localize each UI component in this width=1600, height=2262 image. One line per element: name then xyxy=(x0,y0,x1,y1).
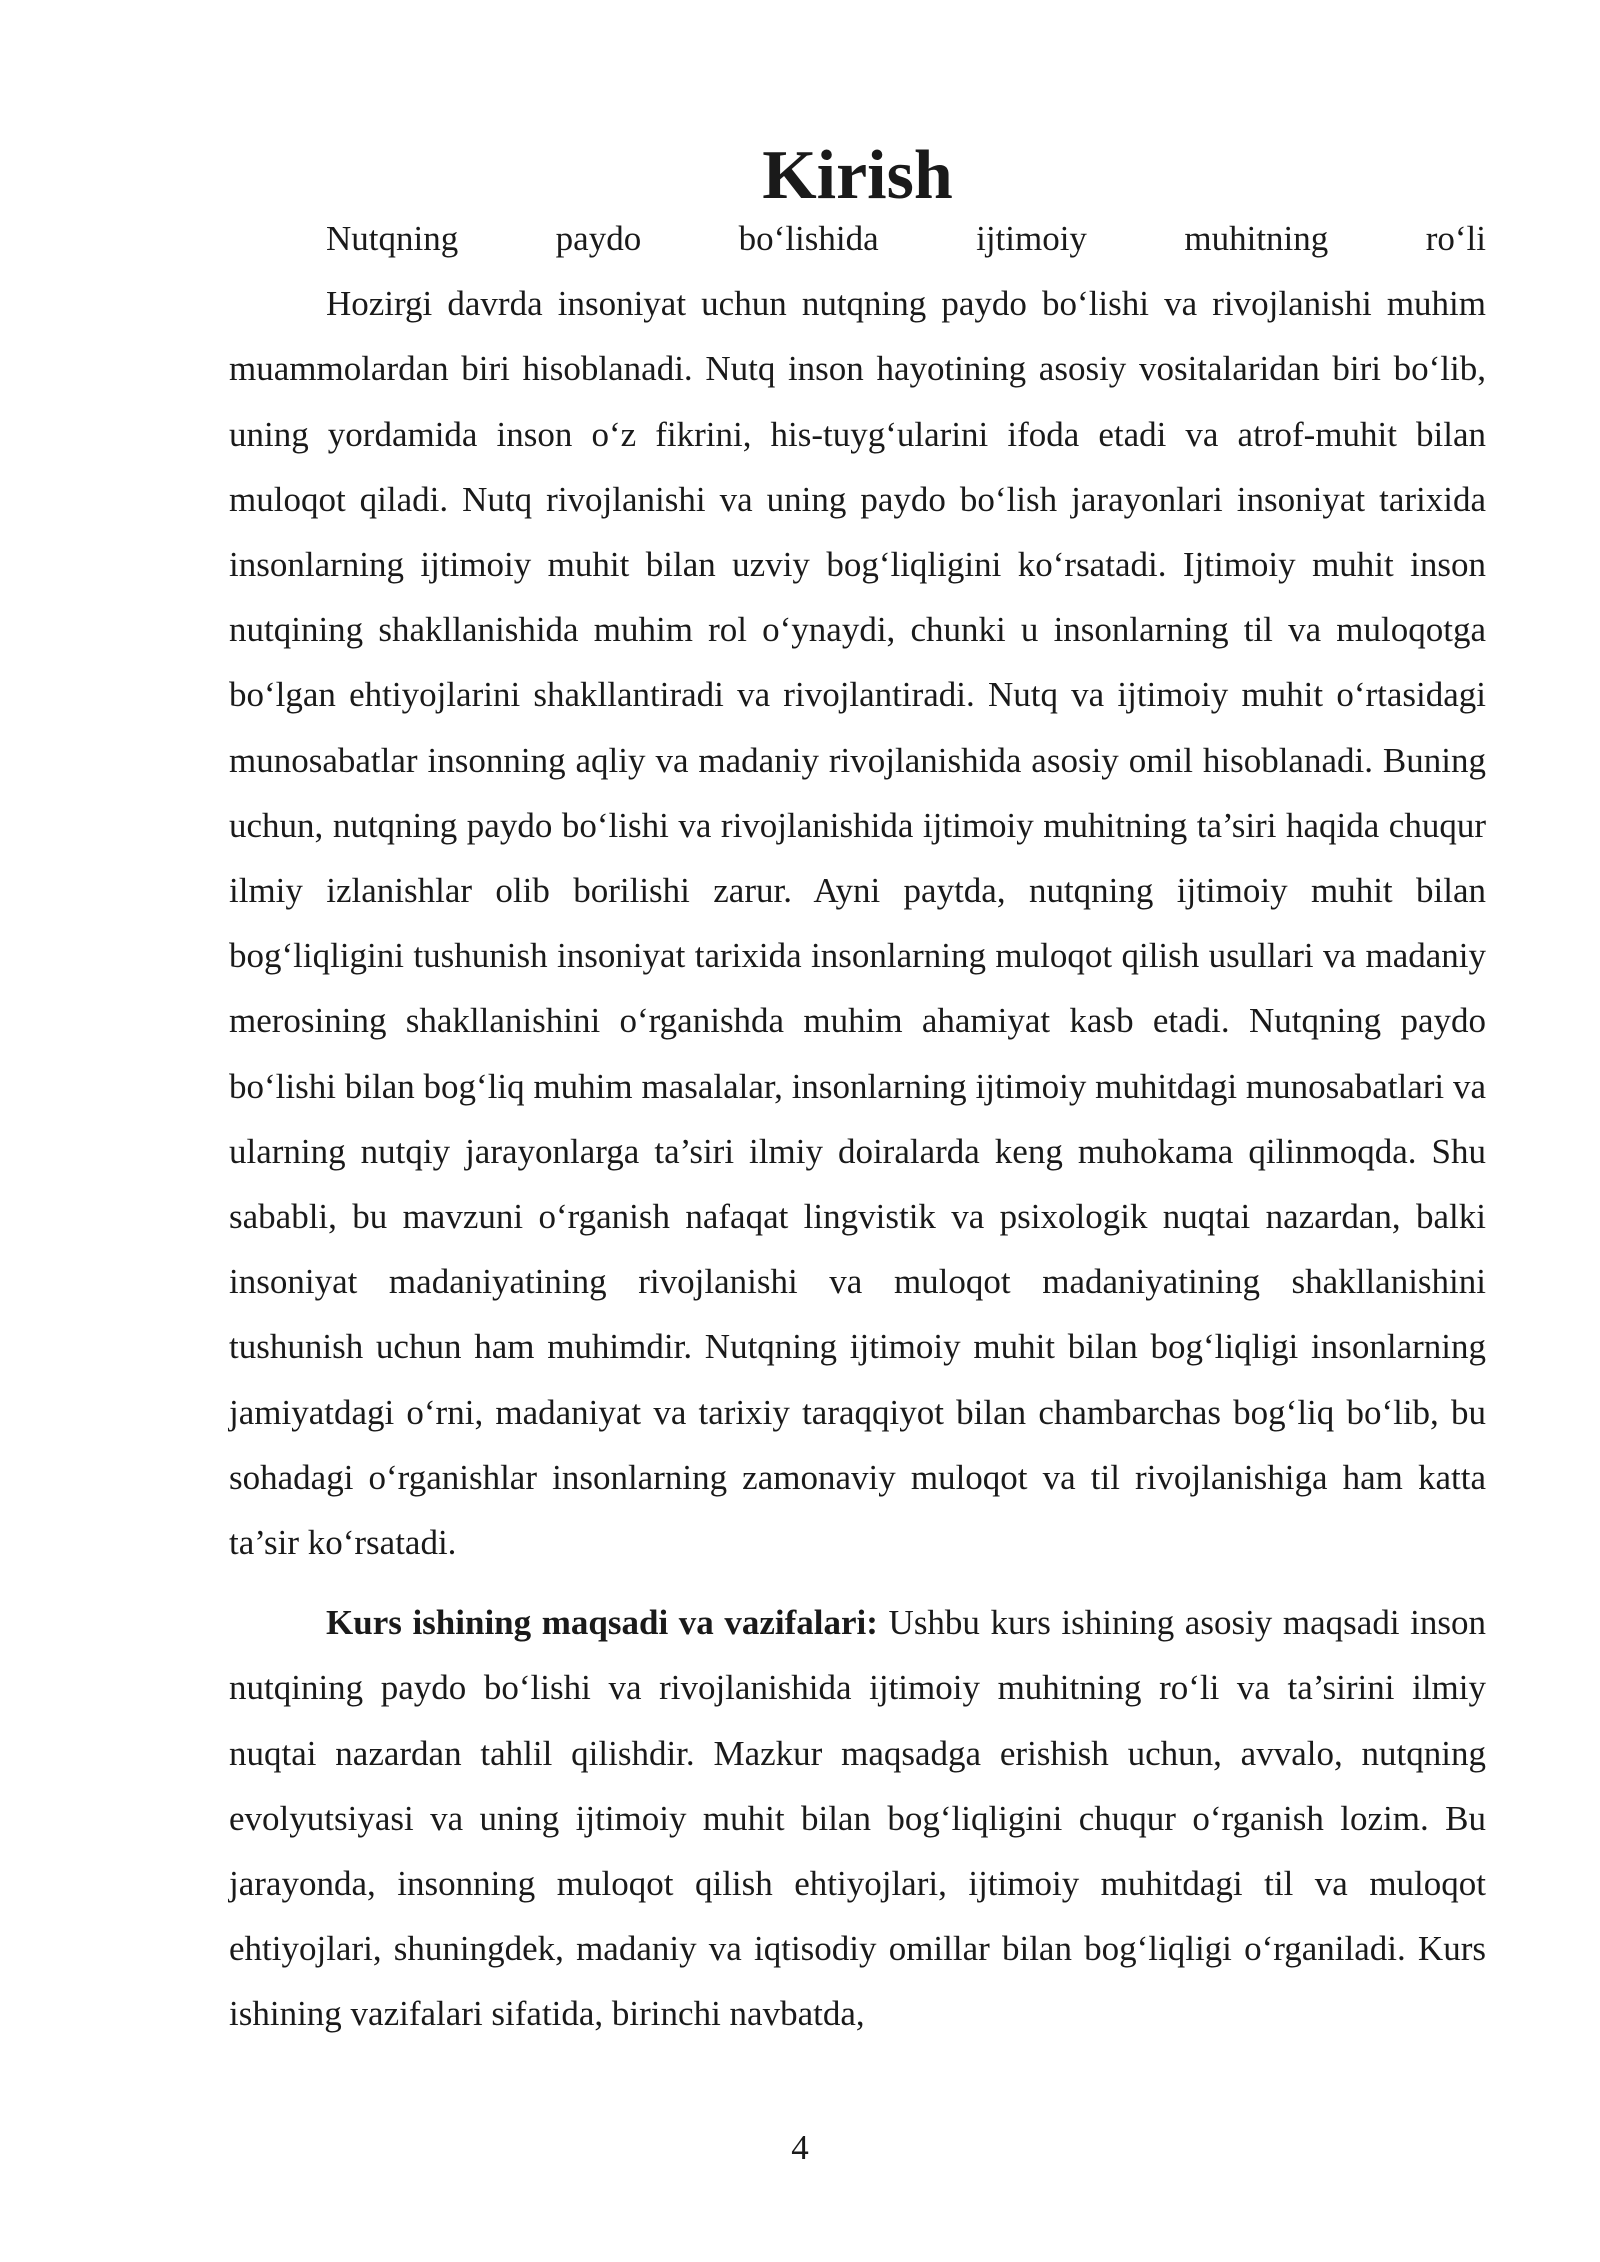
page-content xyxy=(229,137,1486,2047)
body-paragraph: Hozirgi davrda insoniyat uchun nutqning paydo bo‘lishi va rivojlanishi muhim muammolardan biri hisoblanadi. Nutq inson hayotining asosiy vositalaridan biri bo‘lib, uning yordamida inson o‘z fikrini, his-tuyg‘ularini ifoda etadi va atrof-muhit bilan muloqot qiladi. Nutq rivojlanishi va uning paydo bo‘lish jarayonlari insoniyat tarixida insonlarning ijtimoiy muhit bilan uzviy bog‘liqligini ko‘rsatadi. Ijtimoiy muhit inson nutqining shakllanishida muhim rol o‘ynaydi, chunki u insonlarning til va muloqotga bo‘lgan ehtiyojlarini shakllantiradi va rivojlantiradi. Nutq va ijtimoiy muhit o‘rtasidagi munosabatlar insonning aqliy va madaniy rivojlanishida asosiy omil hisoblanadi. Buning uchun, nutqning paydo bo‘lishi va rivojlanishida ijtimoiy muhitning ta’siri haqida chuqur ilmiy izlanishlar olib borilishi zarur. Ayni paytda, nutqning ijtimoiy muhit bilan bog‘liqligini tushunish insoniyat tarixida insonlarning muloqot qilish usullari va madaniy merosining shakllanishini o‘rganishda muhim ahamiyat kasb etadi. Nutqning paydo bo‘lishi bilan bog‘liq muhim masalalar, insonlarning ijtimoiy muhitdagi munosabatlari va ularning nutqiy jarayonlarga ta’siri ilmiy doiralarda keng muhokama qilinmoqda. Shu sababli, bu mavzuni o‘rganish nafaqat lingvistik va psixologik nuqtai nazardan, balki insoniyat madaniyatining rivojlanishi va muloqot madaniyatining shakllanishini tushunish uchun ham muhimdir. Nutqning ijtimoiy muhit bilan bog‘liqligi insonlarning jamiyatdagi o‘rni, madaniyat va tarixiy taraqqiyot bilan chambarchas bog‘liq bo‘lib, bu sohadagi o‘rganishlar insonlarning zamonaviy muloqot va til rivojlanishiga ham katta ta’sir ko‘rsatadi. xyxy=(229,284,1486,1563)
body-paragraph xyxy=(229,1590,1486,2046)
section-heading: Kirish xyxy=(762,137,953,214)
paragraph-body-text: Ushbu kurs ishining asosiy maqsadi inson nutqining paydo bo‘lishi va rivojlanishida ijtimoiy muhitning ro‘li va ta’sirini ilmiy nuqtai nazardan tahlil qilishdir. Mazkur maqsadga erishish uchun, avvalo, nutqning evolyutsiyasi va uning ijtimoiy muhit bilan bog‘liqligini chuqur o‘rganish lozim. Bu jarayonda, insonning muloqot qilish ehtiyojlari, ijtimoiy muhitdagi til va muloqot ehtiyojlari, shuningdek, madaniy va iqtisodiy omillar bilan bog‘liqligi o‘rganiladi. Kurs ishining vazifalari sifatida, birinchi navbatda, xyxy=(229,1603,1486,2034)
page-number: 4 xyxy=(791,2128,809,2167)
section-subtitle: Nutqning paydo bo‘lishida ijtimoiy muhitning ro‘li xyxy=(326,219,1486,258)
paragraph-lead-label: Kurs ishining maqsadi va vazifalari: xyxy=(326,1603,878,1643)
